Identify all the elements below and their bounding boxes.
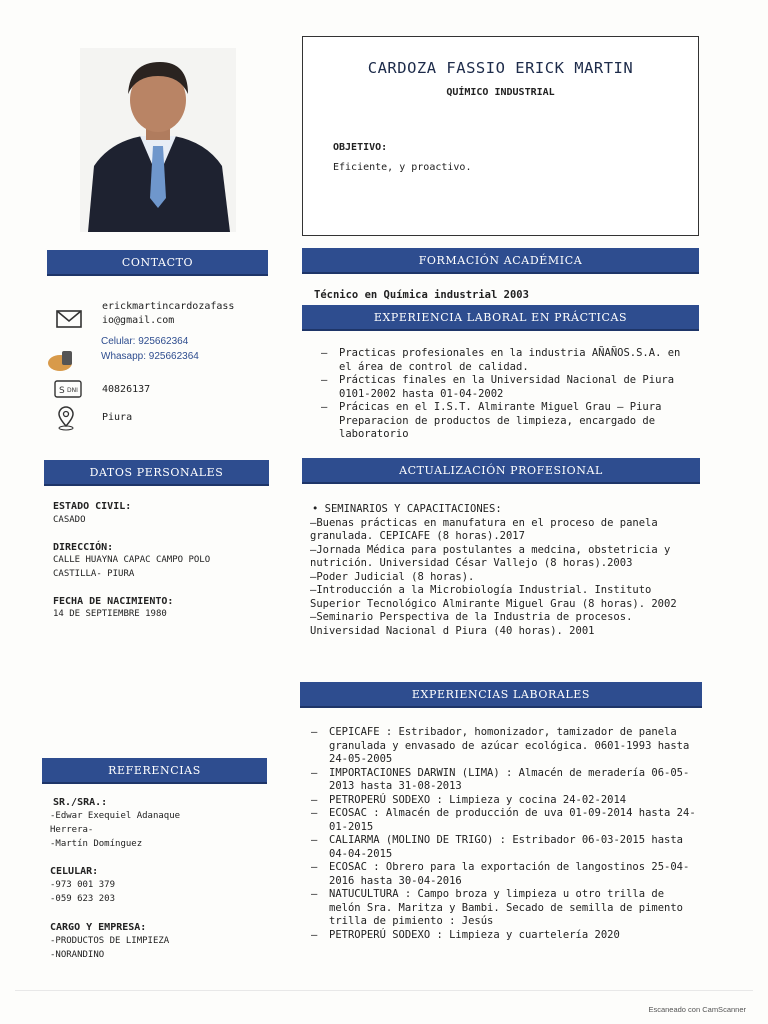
list-item: – ECOSAC : Almacén de producción de uva 01-09-2014 hasta 24-01-2015 <box>305 807 700 834</box>
email-line-1: erickmartincardozafass <box>102 301 235 312</box>
envelope-icon <box>55 307 83 331</box>
ref-cell-1: -973 001 379 <box>50 880 116 890</box>
ref-cell-label: CELULAR: <box>50 866 99 877</box>
ref-cell-2: -059 623 203 <box>50 894 116 904</box>
list-item: – ECOSAC : Obrero para la exportación de langostinos 25-04-2016 hasta 30-04-2016 <box>305 861 700 888</box>
updates-heading: • SEMINARIOS Y CAPACITACIONES: <box>312 503 502 515</box>
list-item: –Seminario Perspectiva de la Industria de procesos. Universidad Nacional d Piura (40 horas). 2001 <box>310 611 633 637</box>
address-line-1: CALLE HUAYNA CAPAC CAMPO POLO <box>53 555 211 565</box>
personal-section-bar: DATOS PERSONALES <box>44 460 269 486</box>
location-pin-icon <box>56 406 84 432</box>
profile-photo <box>80 48 236 232</box>
scan-divider <box>15 990 753 991</box>
education-section-bar: FORMACIÓN ACADÉMICA <box>302 248 699 274</box>
reference-1-line-1: -Edwar Exequiel Adanaque <box>50 811 181 821</box>
objective-text: Eficiente, y proactivo. <box>333 162 472 173</box>
scanner-footer: Escaneado con CamScanner <box>648 1005 746 1014</box>
list-item: – IMPORTACIONES DARWIN (LIMA) : Almacén de meradería 06-05-2013 hasta 31-08-2013 <box>305 767 700 794</box>
reference-1-line-2: Herrera- <box>50 825 94 835</box>
civil-status-value: CASADO <box>53 515 86 525</box>
education-degree: Técnico en Química industrial 2003 <box>314 289 529 301</box>
address-label: DIRECCIÓN: <box>53 542 114 553</box>
list-item: –Jornada Médica para postulantes a medcina, obstetricia y nutrición. Universidad César Vallejo (8 horas).2003 <box>310 543 671 569</box>
dni-number: 40826137 <box>102 384 151 395</box>
reference-2: -Martín Domínguez <box>50 839 143 849</box>
ref-job-2: -NORANDINO <box>50 950 105 960</box>
phone-whatsapp: Whasapp: 925662364 <box>101 351 199 362</box>
list-item: – Practicas profesionales en la industria AÑAÑOS.S.A. en el área de control de calidad. <box>315 347 695 374</box>
list-item: – PETROPERÚ SODEXO : Limpieza y cuartelería 2020 <box>305 929 700 943</box>
list-item: –Buenas prácticas en manufatura en el proceso de panela granulada. CEPICAFE (8 horas).2017 <box>310 516 658 542</box>
references-section-bar: REFERENCIAS <box>42 758 267 784</box>
svg-text:DNI: DNI <box>67 387 78 394</box>
birth-label: FECHA DE NACIMIENTO: <box>53 596 174 607</box>
contact-section-bar: CONTACTO <box>47 250 268 276</box>
work-list <box>305 726 700 942</box>
location-text: Piura <box>102 412 133 423</box>
ref-job-1: -PRODUCTOS DE LIMPIEZA <box>50 936 170 946</box>
updates-list <box>310 503 705 638</box>
ref-sr-label: SR./SRA.: <box>53 797 108 808</box>
candidate-name: CARDOZA FASSIO ERICK MARTIN <box>367 59 634 77</box>
list-item: – Prácicas en el I.S.T. Almirante Miguel Grau – Piura Preparacion de productos de limpieza, encargado de laboratorio <box>315 401 695 442</box>
person-portrait-icon <box>80 48 236 232</box>
list-item: – Prácticas finales en la Universidad Nacional de Piura 0101-2002 hasta 01-04-2002 <box>315 374 695 401</box>
internships-list <box>315 347 695 442</box>
internships-section-bar: EXPERIENCIA LABORAL EN PRÁCTICAS <box>302 305 699 331</box>
list-item: – CEPICAFE : Estribador, homonizador, tamizador de panela granulada y envasado de azúcar ecológica. 0601-1993 hasta 24-05-2005 <box>305 726 700 767</box>
address-line-2: CASTILLA- PIURA <box>53 569 135 579</box>
list-item: – CALIARMA (MOLINO DE TRIGO) : Estribador 06-03-2015 hasta 04-04-2015 <box>305 834 700 861</box>
id-card-icon <box>54 380 82 398</box>
list-item: –Introducción a la Microbiología Industrial. Instituto Superior Tecnológico Almirante Miguel Grau (8 horas). 2002 <box>310 584 677 610</box>
objective-label: OBJETIVO: <box>333 142 388 153</box>
list-item: – NATUCULTURA : Campo broza y limpieza u otro trilla de melón Sra. Maritza y Bambi. Secado de semilla de pimento trilla de pimiento : Jesús <box>305 888 700 929</box>
svg-text:S: S <box>59 386 65 396</box>
header-box <box>302 36 699 236</box>
phone-cell: Celular: 925662364 <box>101 336 189 347</box>
civil-status-label: ESTADO CIVIL: <box>53 501 132 512</box>
list-item: –Poder Judicial (8 horas). <box>310 570 475 583</box>
work-section-bar: EXPERIENCIAS LABORALES <box>300 682 702 708</box>
profession-title: QUÍMICO INDUSTRIAL <box>446 87 555 98</box>
list-item: – PETROPERÚ SODEXO : Limpieza y cocina 24-02-2014 <box>305 794 700 808</box>
email-line-2: io@gmail.com <box>102 315 175 326</box>
birth-value: 14 DE SEPTIEMBRE 1980 <box>53 609 167 619</box>
phone-icon <box>46 347 80 373</box>
ref-job-label: CARGO Y EMPRESA: <box>50 922 147 933</box>
updates-section-bar: ACTUALIZACIÓN PROFESIONAL <box>302 458 700 484</box>
